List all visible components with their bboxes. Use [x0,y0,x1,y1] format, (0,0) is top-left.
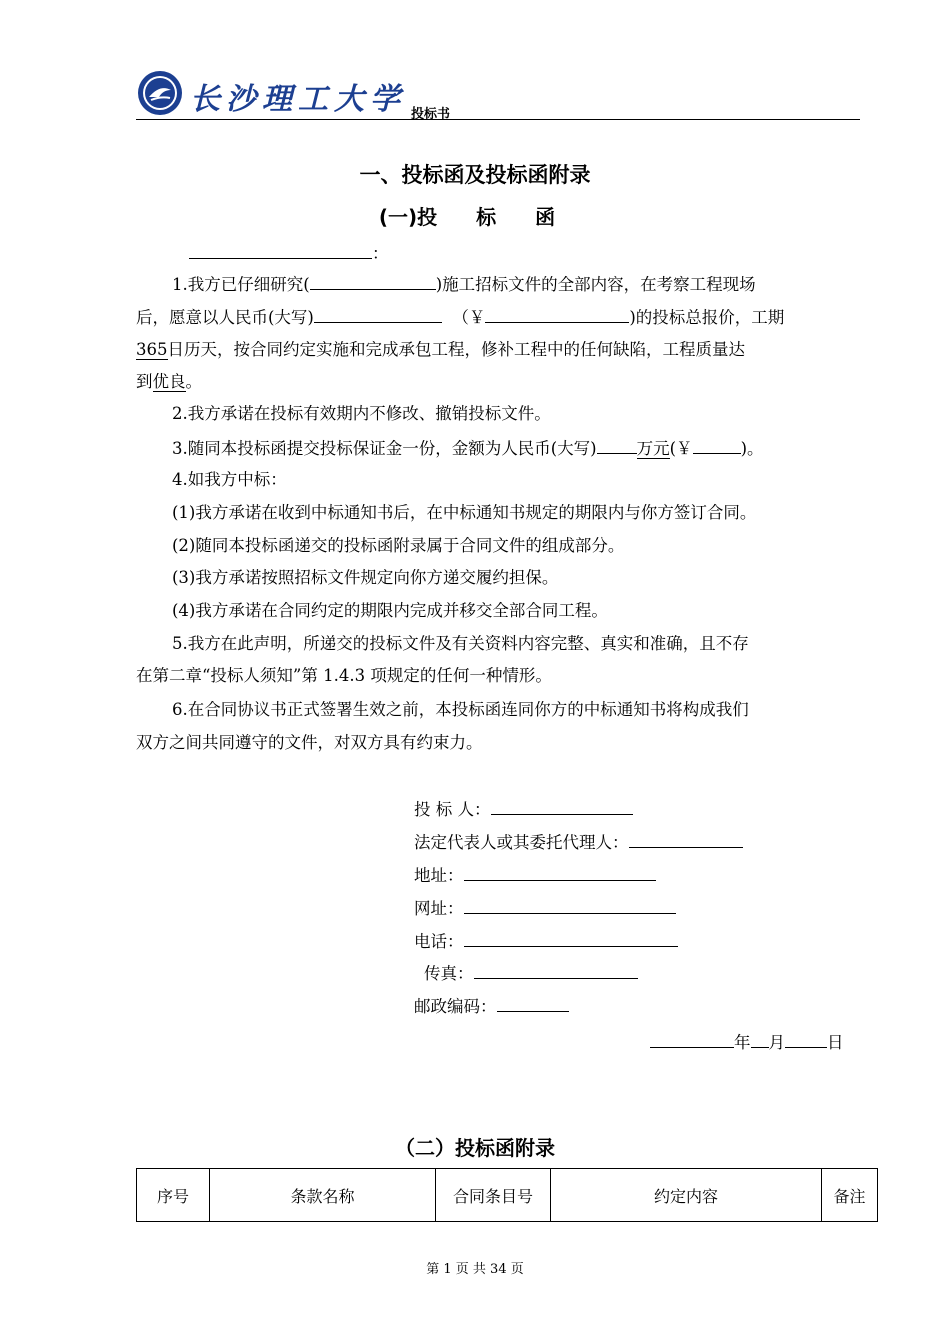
p1-text-e: （￥ [452,308,486,327]
postcode-label: 邮政编码： [414,997,497,1016]
bond-words-blank [597,435,637,454]
address-label: 地址： [414,866,464,885]
paragraph-3 [136,435,856,461]
p3-text-c: )。 [740,439,764,458]
address-blank [464,862,656,881]
paragraph-4: 4.如我方中标： [172,470,287,489]
fax-label: 传真： [424,964,474,983]
bond-figures-blank [693,435,741,454]
month-label: 月 [768,1033,785,1052]
postcode-field [414,993,569,1019]
paragraph-1-line-4 [136,370,856,394]
year-blank [650,1029,734,1048]
col-header-remarks: 备注 [822,1169,878,1222]
page-subtitle [0,201,950,230]
paragraph-6-line-1: 6.在合同协议书正式签署生效之前，本投标函连同你方的中标通知书将构成我们 [172,700,749,719]
col-header-clause-name: 条款名称 [210,1169,436,1222]
p1-text-h: 到 [136,372,153,391]
addressee-blank [189,240,372,259]
paragraph-1-line-2 [136,304,856,330]
website-field [414,895,676,921]
university-emblem-icon [137,70,183,116]
page-footer: 第 1 页 共 34 页 [426,1262,524,1277]
p1-text-a: 1.我方已仔细研究( [172,275,310,294]
subtitle-text: 投 标 函 [417,205,572,229]
fax-field [424,960,638,986]
page-title: 一、投标函及投标函附录 [359,163,591,187]
p1-text-b: ) [435,275,443,294]
header-rule [136,119,860,120]
p1-text-i: 。 [185,372,202,391]
representative-blank [629,829,743,848]
website-blank [464,895,676,914]
col-header-clause-no: 合同条目号 [436,1169,551,1222]
p3-text-a: 3.随同本投标函提交投标保证金一份，金额为人民币(大写) [172,439,597,458]
project-name-blank [310,271,436,290]
university-logo-text: 长沙理工大学 [190,82,406,117]
paragraph-4-item-2: (2)随同本投标函递交的投标函附录属于合同文件的组成部分。 [172,536,625,555]
paragraph-1-line-1 [136,271,856,297]
paragraph-1-line-3 [136,338,856,362]
col-header-seq: 序号 [137,1169,210,1222]
paragraph-4-item-3: (3)我方承诺按照招标文件规定向你方递交履约担保。 [172,568,559,587]
p1-text-d: 后，愿意以人民币(大写) [136,308,314,327]
address-field [414,862,656,888]
header-doc-label: 投标书 [411,107,451,122]
subtitle-prefix: (一) [378,205,418,229]
p1-text-c: 施工招标文件的全部内容，在考察工程现场 [442,275,756,294]
postcode-blank [497,993,569,1012]
bid-price-figures-blank [485,304,629,323]
addressee-colon: ： [372,244,389,263]
fax-blank [474,960,638,979]
paragraph-6-line-2: 双方之间共同遵守的文件，对双方具有约束力。 [136,733,483,752]
date-line [650,1029,844,1055]
paragraph-2: 2.我方承诺在投标有效期内不修改、撤销投标文件。 [172,404,551,423]
paragraph-5-line-1: 5.我方在此声明，所递交的投标文件及有关资料内容完整、真实和准确，且不存 [172,634,749,653]
appendix-table-header-row [137,1169,878,1222]
paragraph-4-item-1: (1)我方承诺在收到中标通知书后，在中标通知书规定的期限内与你方签订合同。 [172,503,757,522]
day-blank [785,1029,827,1048]
phone-label: 电话： [414,932,464,951]
representative-label: 法定代表人或其委托代理人： [414,833,629,852]
website-label: 网址： [414,899,464,918]
day-label: 日 [827,1033,844,1052]
duration-days-value: 365 [136,340,168,359]
phone-field [414,928,678,954]
appendix-table [136,1168,878,1222]
representative-field [414,829,743,855]
paragraph-4-item-4: (4)我方承诺在合同约定的期限内完成并移交全部合同工程。 [172,601,608,620]
p3-text-b: (￥ [669,439,693,458]
section-2-title: （二）投标函附录 [395,1136,555,1160]
phone-blank [464,928,678,947]
year-label: 年 [734,1033,751,1052]
col-header-content: 约定内容 [551,1169,822,1222]
bond-unit: 万元 [636,439,670,458]
bidder-blank [491,796,633,815]
addressee-line [189,240,389,266]
quality-value: 优良 [152,372,186,391]
bidder-field [414,796,633,822]
p1-text-f: )的投标总报价，工期 [629,308,785,327]
p1-text-g: 日历天，按合同约定实施和完成承包工程，修补工程中的任何缺陷，工程质量达 [167,340,745,359]
bidder-label: 投 标 人： [414,800,491,819]
bid-price-words-blank [314,304,442,323]
month-blank [751,1029,769,1048]
paragraph-5-line-2: 在第二章“投标人须知”第 1.4.3 项规定的任何一种情形。 [136,666,552,685]
